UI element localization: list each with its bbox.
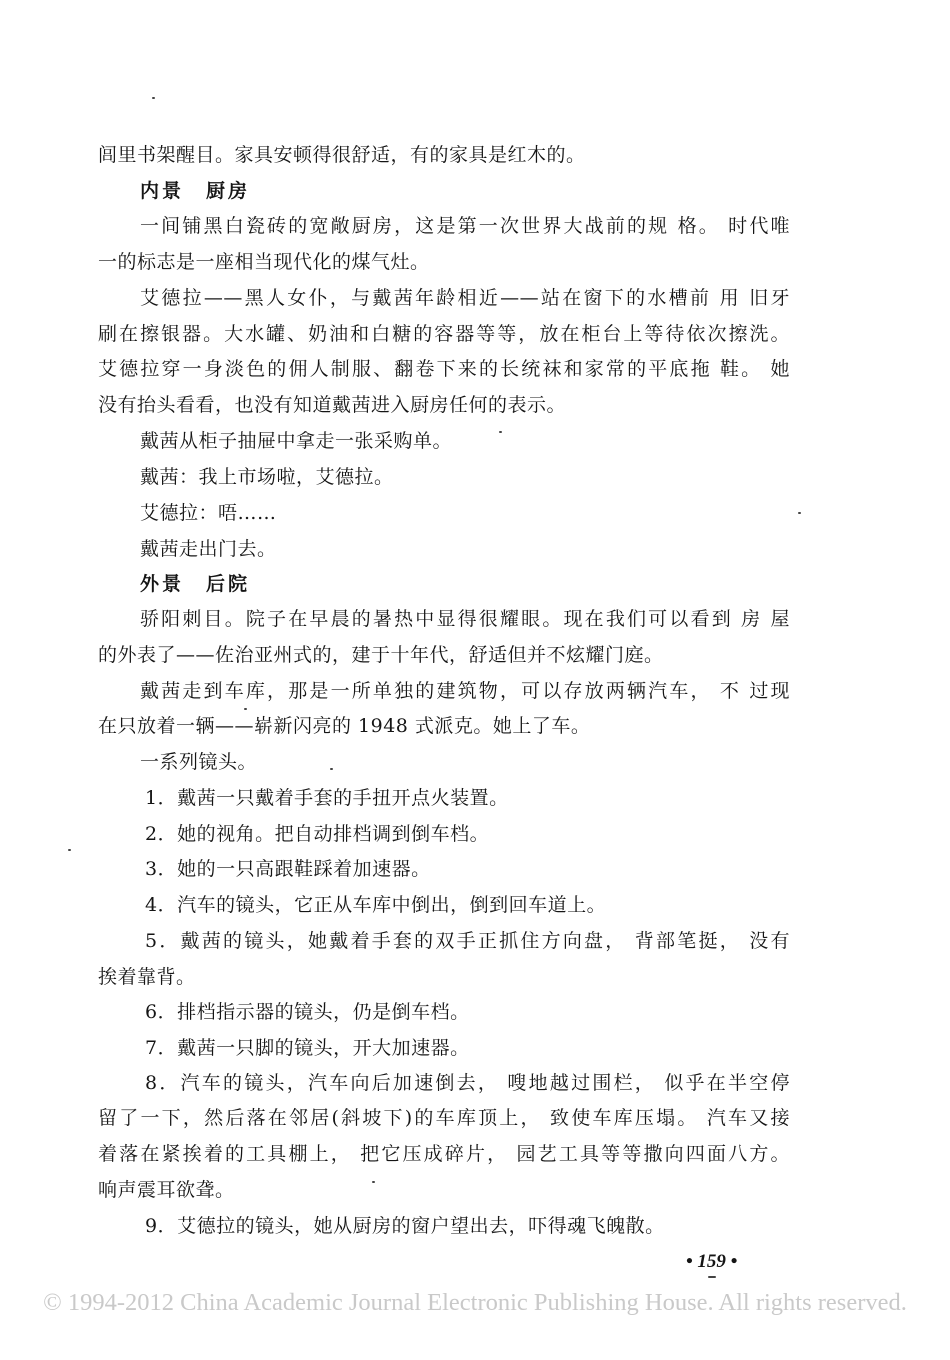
text-line: 的外表了——佐治亚州式的，建于十年代，舒适但并不炫耀门庭。 [98,644,664,666]
scan-speck [244,708,247,710]
text-line: 在只放着一辆——崭新闪亮的 1948 式派克。她上了车。 [98,715,591,737]
text-line: 挨着靠背。 [98,966,196,988]
scan-speck [330,768,333,770]
text-line: 一系列镜头。 [140,751,258,773]
shot-item: 1．戴茜一只戴着手套的手扭开点火装置。 [145,787,509,809]
shot-item: 2．她的视角。把自动排档调到倒车档。 [145,823,490,845]
dialogue-line: 艾德拉：唔…… [140,502,277,524]
text-line: 刷在擦银器。大水罐、奶油和白糖的容器等等，放在柜台上等待依次擦洗。 [98,323,790,345]
scan-speck [372,1181,375,1183]
text-line: 骄阳刺目。院子在早晨的暑热中显得很耀眼。现在我们可以看到 房 屋 [140,608,790,630]
text-line: 没有抬头看看，也没有知道戴茜进入厨房任何的表示。 [98,394,567,416]
text-line: 一的标志是一座相当现代化的煤气灶。 [98,251,430,273]
scan-speck [499,431,502,433]
scan-speck [708,1276,716,1278]
text-line: 响声震耳欲聋。 [98,1179,235,1201]
shot-item: 7．戴茜一只脚的镜头，开大加速器。 [145,1037,470,1059]
text-line: 留了一下，然后落在邻居(斜坡下)的车库顶上， 致使车库压塌。 汽车又接 [98,1107,790,1129]
scene-heading-kitchen: 内景 厨房 [140,180,251,202]
page-number: • 159 • [686,1251,738,1272]
text-line: 艾德拉——黑人女仆，与戴茜年龄相近——站在窗下的水槽前 用 旧牙 [140,287,790,309]
copyright-watermark: © 1994-2012 China Academic Journal Electronic Publishing House. All rights reserved. [43,1289,907,1316]
text-line: 戴茜走出门去。 [140,538,277,560]
scan-speck [798,512,801,514]
text-line: 戴茜从柜子抽屉中拿走一张采购单。 [140,430,453,452]
text-line: 一间铺黑白瓷砖的宽敞厨房，这是第一次世界大战前的规 格。 时代唯 [140,215,790,237]
text-line: 艾德拉穿一身淡色的佣人制服、翻卷下来的长统袜和家常的平底拖 鞋。 她 [98,358,790,380]
text-line: 闾里书架醒目。家具安顿得很舒适，有的家具是红木的。 [98,144,586,166]
shot-item: 4．汽车的镜头，它正从车库中倒出，倒到回车道上。 [145,894,607,916]
shot-item: 5．戴茜的镜头，她戴着手套的双手正抓住方向盘， 背部笔挺， 没有 [145,930,790,952]
scan-speck [152,97,155,99]
scan-speck [68,849,71,851]
text-line: 戴茜走到车库，那是一所单独的建筑物，可以存放两辆汽车， 不 过现 [140,680,790,702]
shot-item: 3．她的一只高跟鞋踩着加速器。 [145,858,431,880]
shot-item: 8．汽车的镜头，汽车向后加速倒去， 嗖地越过围栏， 似乎在半空停 [145,1072,790,1094]
scene-heading-backyard: 外景 后院 [140,573,251,595]
dialogue-line: 戴茜：我上市场啦，艾德拉。 [140,466,394,488]
shot-item: 6．排档指示器的镜头，仍是倒车档。 [145,1001,470,1023]
shot-item: 9．艾德拉的镜头，她从厨房的窗户望出去，吓得魂飞魄散。 [145,1215,665,1237]
text-line: 着落在紧挨着的工具棚上， 把它压成碎片， 园艺工具等等撒向四面八方。 [98,1143,790,1165]
